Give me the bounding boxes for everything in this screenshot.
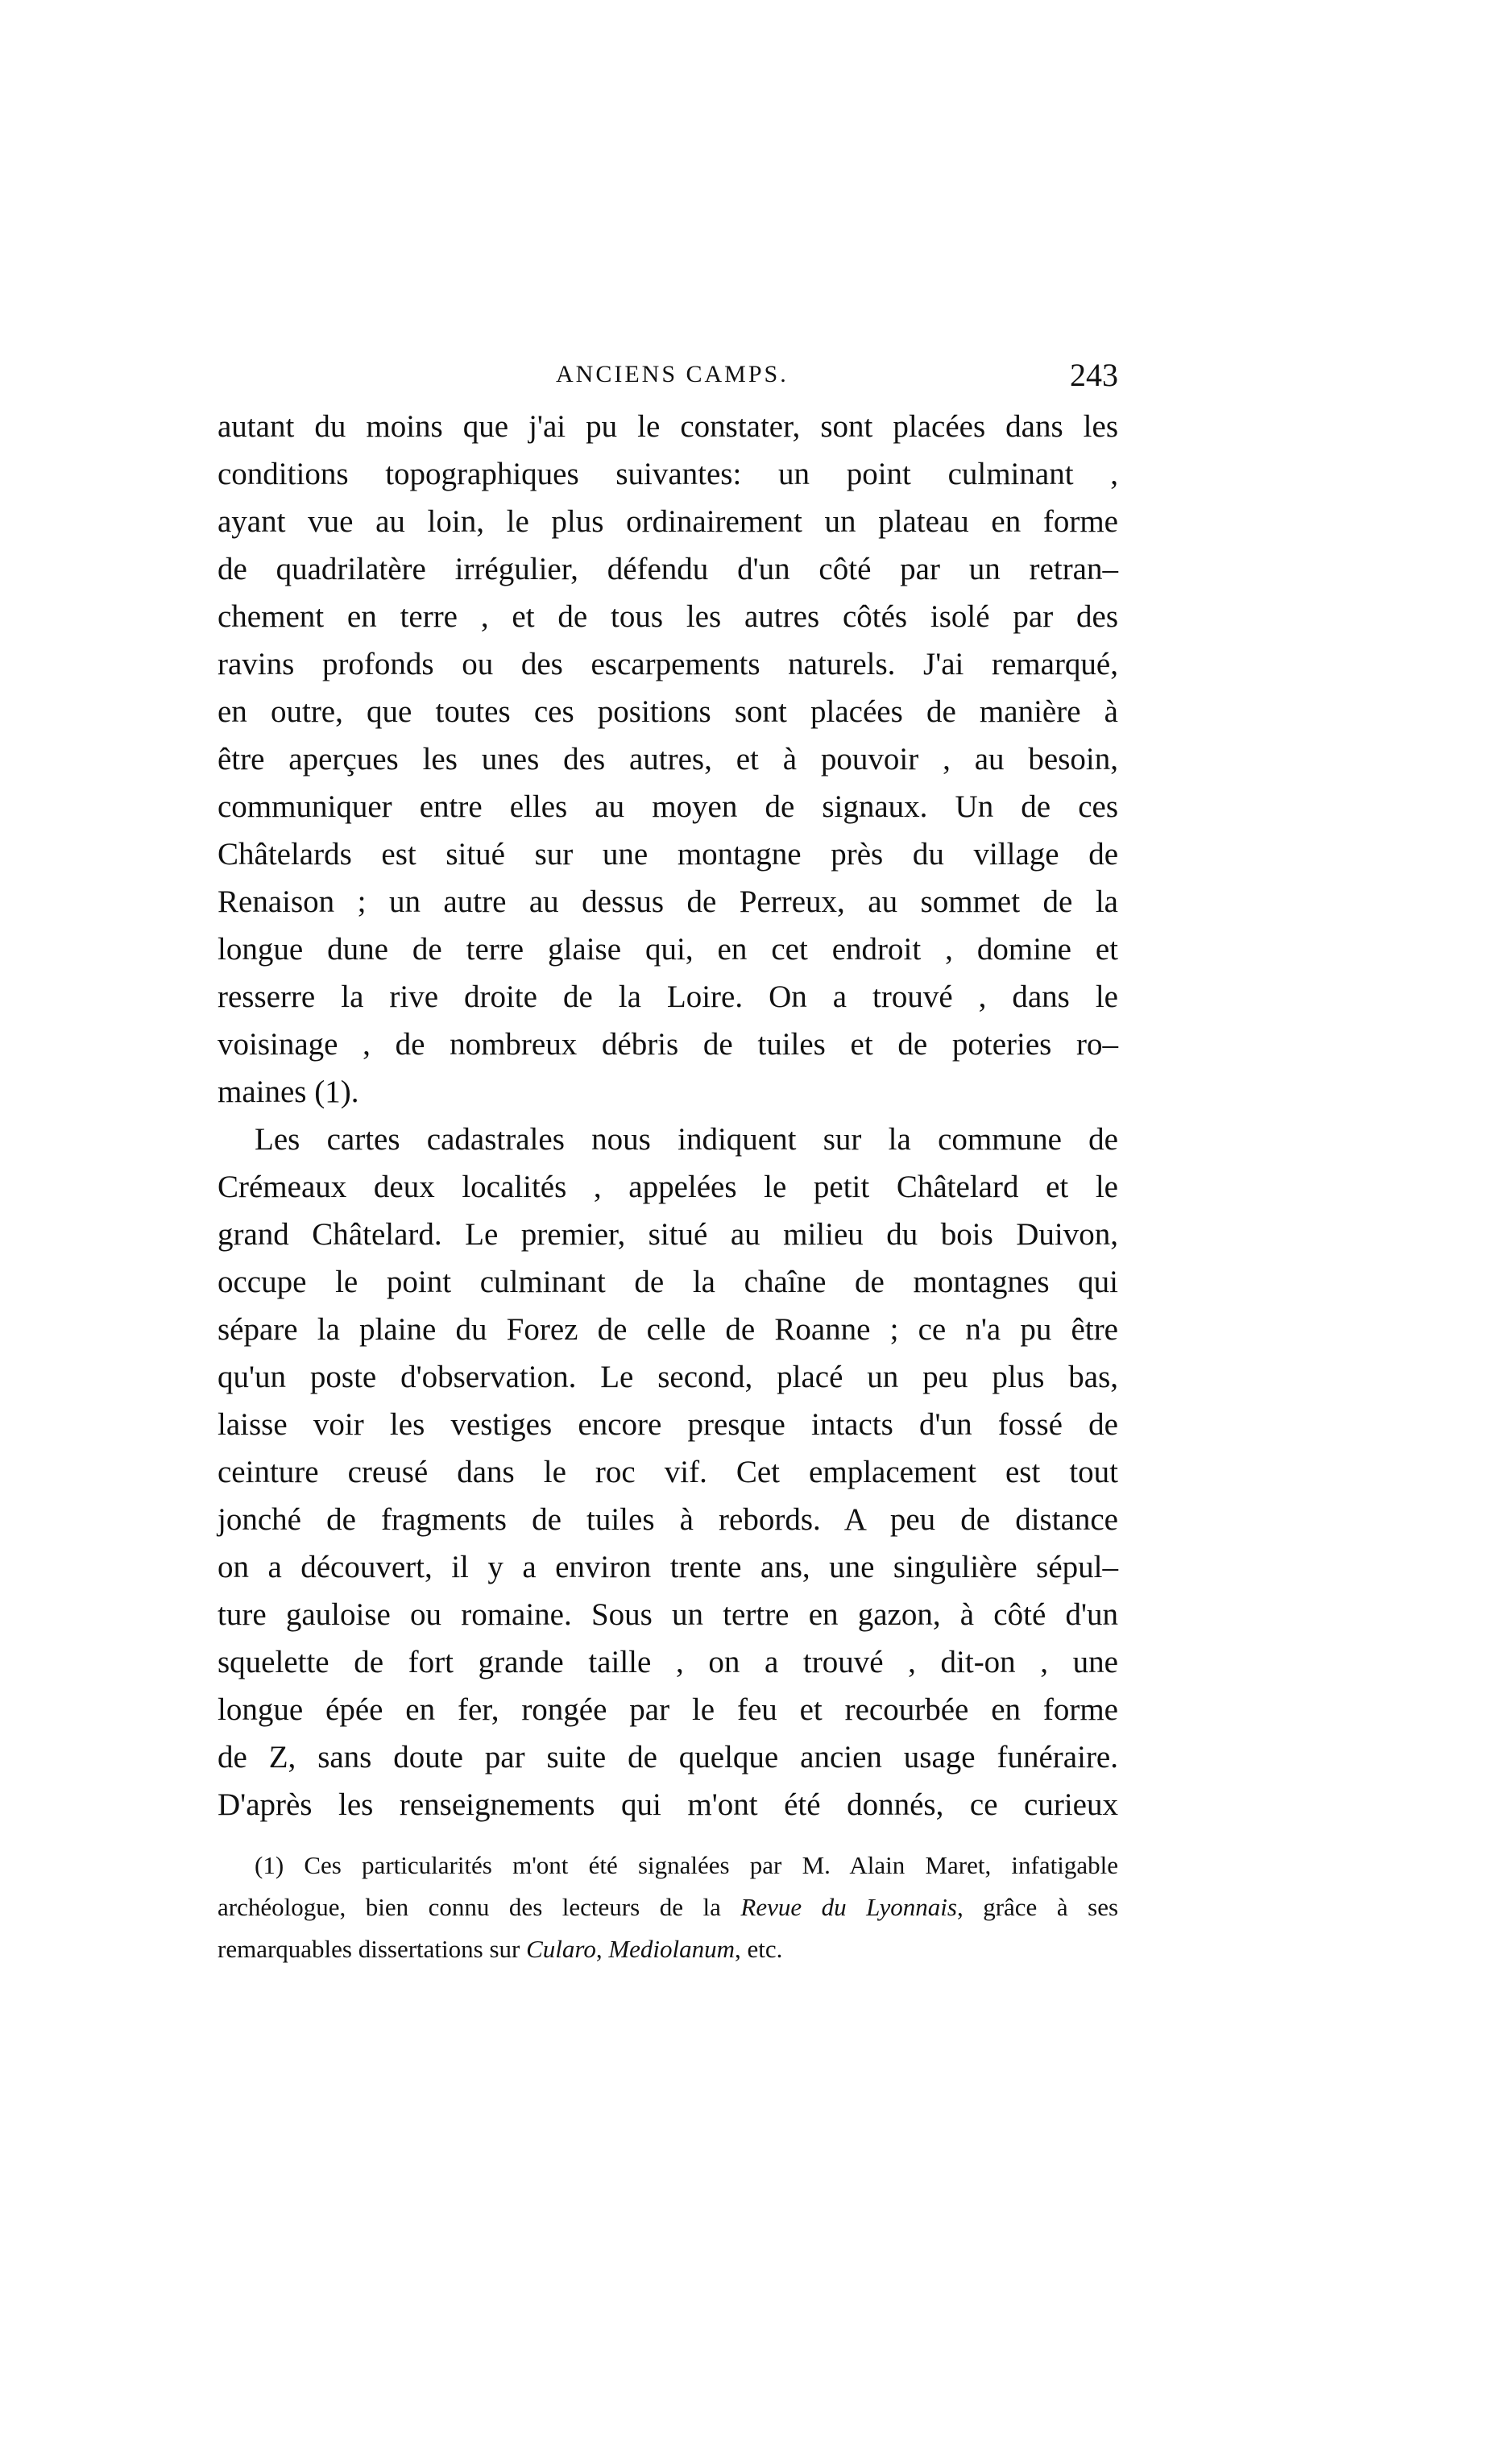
text-line: communiquer entre elles au moyen de signaux. Un de ces: [218, 789, 1118, 824]
footnote-line: [218, 1928, 1118, 1970]
footnote-line: [218, 1886, 1118, 1928]
page-number: 243: [1070, 357, 1118, 393]
text-line: chement en terre , et de tous les autres côtés isolé par des: [218, 599, 1118, 634]
text-line: longue épée en fer, rongée par le feu et recourbée en forme: [218, 1692, 1118, 1727]
text-line: maines (1).: [218, 1075, 359, 1109]
footnote: [218, 1845, 1118, 1970]
footnote-text: remarquables dissertations sur: [218, 1935, 527, 1963]
text-line: jonché de fragments de tuiles à rebords. A peu de distance: [218, 1502, 1118, 1537]
text-line: être aperçues les unes des autres, et à pouvoir , au besoin,: [218, 742, 1118, 776]
text-line: autant du moins que j'ai pu le constater, sont placées dans les: [218, 409, 1118, 444]
text-line: resserre la rive droite de la Loire. On a trouvé , dans le: [218, 979, 1118, 1014]
footnote-work-title: Cularo: [526, 1935, 596, 1963]
text-line: Châtelards est situé sur une montagne près du village de: [218, 837, 1118, 872]
text-line: sépare la plaine du Forez de celle de Roanne ; ce n'a pu être: [218, 1312, 1118, 1347]
text-line: grand Châtelard. Le premier, situé au milieu du bois Duivon,: [218, 1217, 1118, 1252]
text-line: ayant vue au loin, le plus ordinairement un plateau en forme: [218, 504, 1118, 539]
text-line: ravins profonds ou des escarpements naturels. J'ai remarqué,: [218, 647, 1118, 681]
text-line: en outre, que toutes ces positions sont placées de manière à: [218, 694, 1118, 729]
body-text: [218, 403, 1118, 1828]
text-line: on a découvert, il y a environ trente ans, une singulière sépul–: [218, 1550, 1118, 1584]
text-line: Crémeaux deux localités , appelées le petit Châtelard et le: [218, 1170, 1118, 1204]
text-line: qu'un poste d'observation. Le second, placé un peu plus bas,: [218, 1360, 1118, 1394]
text-line: D'après les renseignements qui m'ont été donnés, ce curieux: [218, 1787, 1118, 1822]
footnote-text: archéologue, bien connu des lecteurs de la: [218, 1893, 741, 1921]
footnote-line: (1) Ces particularités m'ont été signalées par M. Alain Maret, infatigable: [255, 1851, 1118, 1879]
footnote-journal-title: Revue du Lyonnais: [740, 1893, 957, 1921]
footnote-work-title: Mediolanum: [608, 1935, 736, 1963]
text-line: de quadrilatère irrégulier, défendu d'un côté par un retran–: [218, 552, 1118, 586]
text-line: de Z, sans doute par suite de quelque ancien usage funéraire.: [218, 1740, 1118, 1774]
text-line: squelette de fort grande taille , on a trouvé , dit-on , une: [218, 1645, 1118, 1679]
footnote-text: , etc.: [735, 1935, 783, 1963]
text-line: longue dune de terre glaise qui, en cet endroit , domine et: [218, 932, 1118, 967]
text-line: occupe le point culminant de la chaîne de montagnes qui: [218, 1265, 1118, 1299]
footnote-text: ,: [595, 1935, 609, 1963]
text-line: laisse voir les vestiges encore presque intacts d'un fossé de: [218, 1407, 1118, 1442]
text-line: ceinture creusé dans le roc vif. Cet emplacement est tout: [218, 1455, 1118, 1489]
running-header: [218, 356, 1118, 396]
text-line: Les cartes cadastrales nous indiquent sur la commune de: [255, 1122, 1118, 1157]
running-title: ANCIENS CAMPS.: [556, 361, 789, 387]
text-line: ture gauloise ou romaine. Sous un tertre en gazon, à côté d'un: [218, 1597, 1118, 1632]
footnote-text: , grâce à ses: [956, 1893, 1119, 1921]
text-line: Renaison ; un autre au dessus de Perreux, au sommet de la: [218, 884, 1118, 919]
text-line: voisinage , de nombreux débris de tuiles et de poteries ro–: [218, 1027, 1118, 1062]
text-line: conditions topographiques suivantes: un point culminant ,: [218, 457, 1118, 491]
